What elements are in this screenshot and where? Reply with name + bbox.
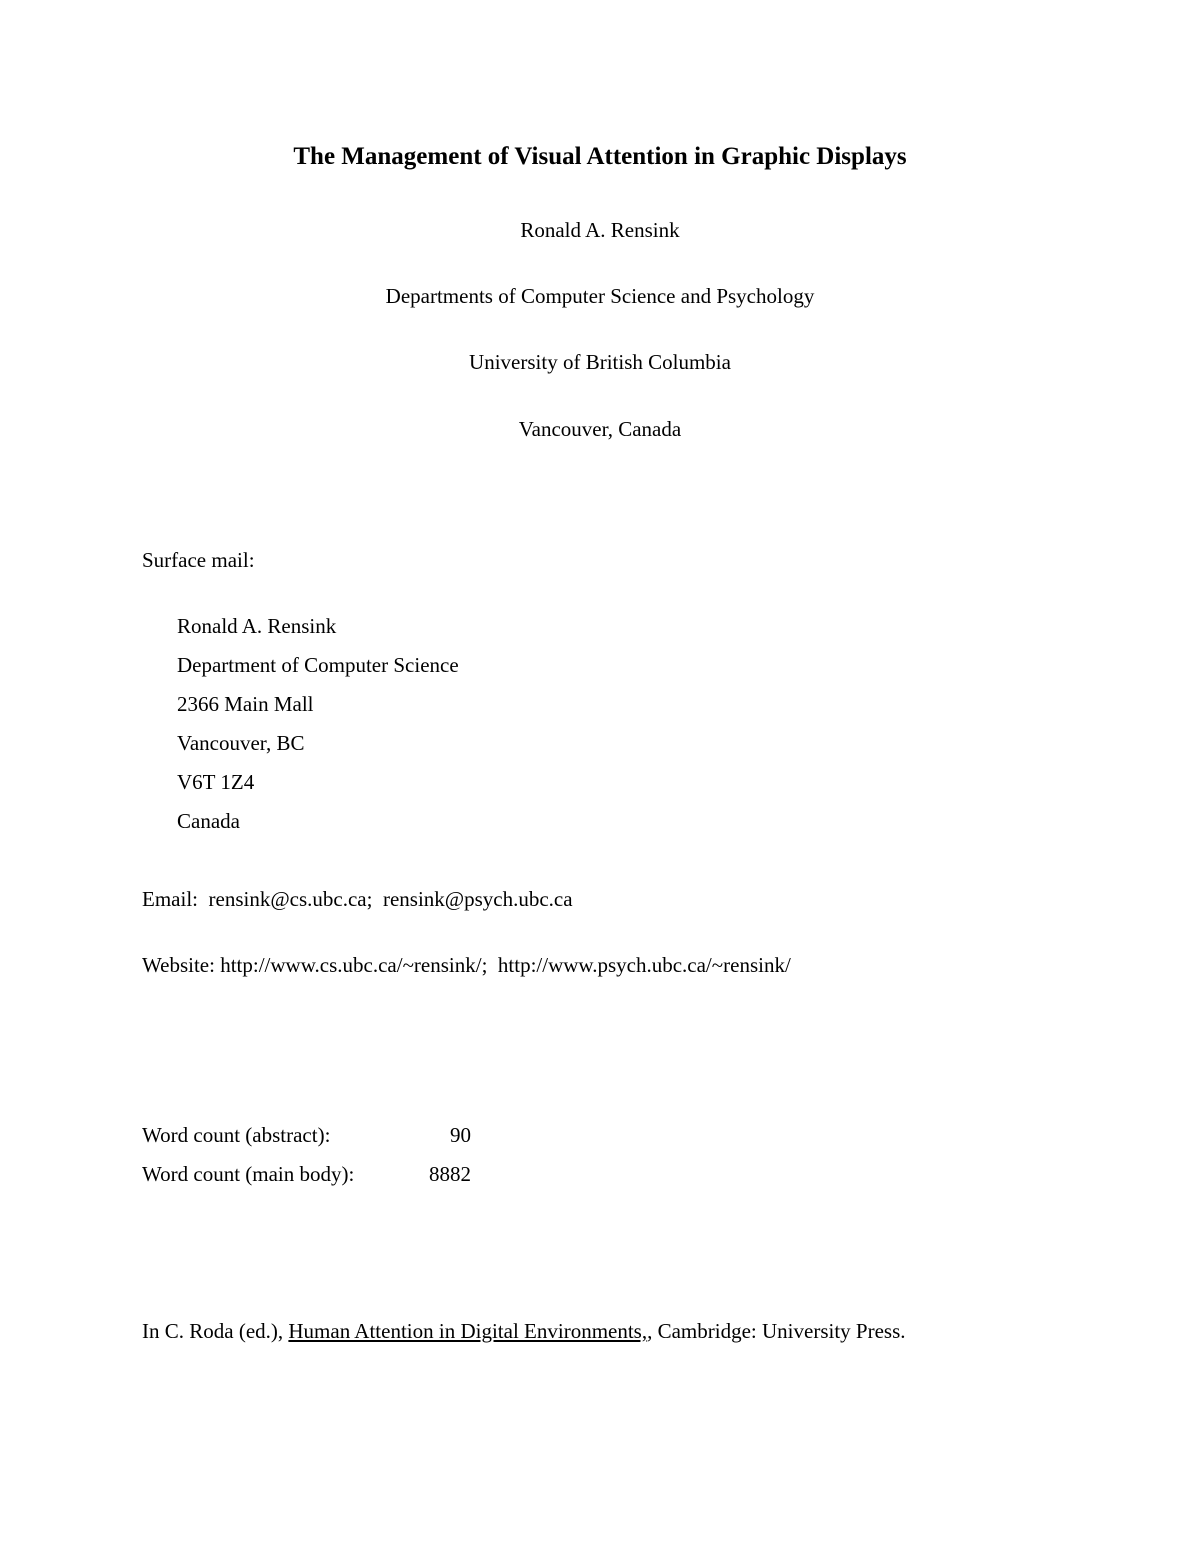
website-label: Website: <box>142 953 215 977</box>
website-link-psych[interactable]: http://www.psych.ubc.ca/~rensink/ <box>497 953 791 977</box>
affiliation-departments: Departments of Computer Science and Psychology <box>385 284 815 308</box>
citation-line <box>142 1318 906 1344</box>
address-line: Department of Computer Science <box>177 653 459 677</box>
paper-title: The Management of Visual Attention in Graphic Displays <box>293 143 907 170</box>
email-link-cs[interactable]: rensink@cs.ubc.ca; <box>208 887 373 911</box>
citation-prefix: In C. Roda (ed.), <box>142 1319 289 1343</box>
email-label: Email: <box>142 887 198 911</box>
address-line: V6T 1Z4 <box>177 770 255 794</box>
address-line: Ronald A. Rensink <box>177 614 337 638</box>
affiliation-location: Vancouver, Canada <box>518 417 682 441</box>
author-name: Ronald A. Rensink <box>520 218 680 242</box>
email-link-psych[interactable]: rensink@psych.ubc.ca <box>382 887 573 911</box>
website-line <box>142 952 791 978</box>
surface-mail-label: Surface mail: <box>142 548 255 572</box>
word-count-abstract-label: Word count (abstract): <box>142 1123 331 1147</box>
address-line: 2366 Main Mall <box>177 692 314 716</box>
address-line: Canada <box>177 809 240 833</box>
citation-book-title: Human Attention in Digital Environments, <box>288 1319 648 1343</box>
citation-suffix: , Cambridge: University Press. <box>647 1319 906 1343</box>
website-link-cs[interactable]: http://www.cs.ubc.ca/~rensink/; <box>220 953 488 977</box>
email-line <box>142 886 573 912</box>
address-line: Vancouver, BC <box>177 731 305 755</box>
affiliation-university: University of British Columbia <box>469 350 731 374</box>
word-count-abstract-value: 90 <box>450 1123 471 1147</box>
word-count-body-value: 8882 <box>429 1162 471 1186</box>
word-count-body-label: Word count (main body): <box>142 1162 355 1186</box>
